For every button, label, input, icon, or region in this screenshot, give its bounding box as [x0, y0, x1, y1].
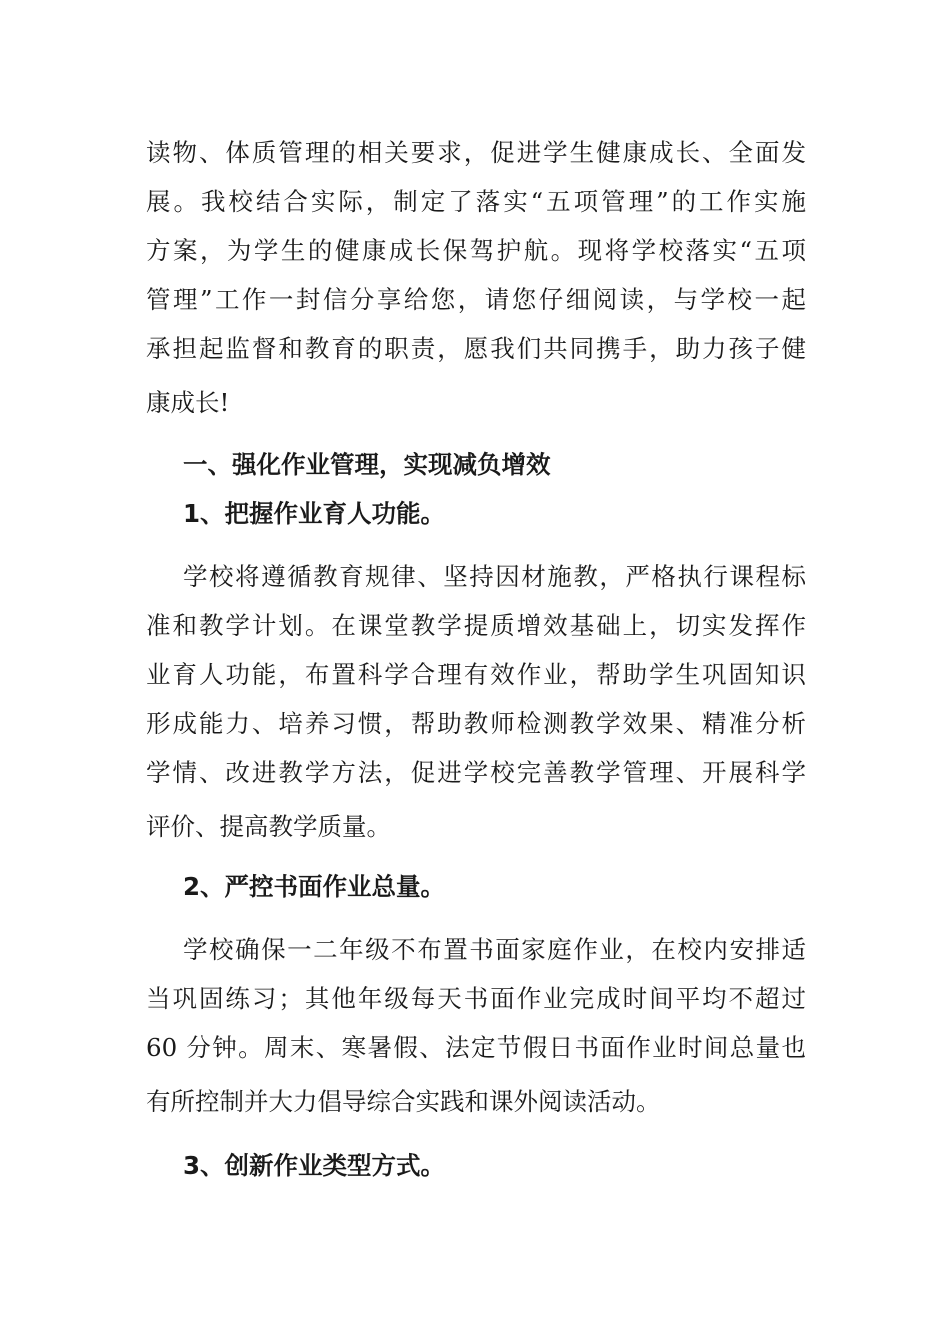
item-2-line-3: 60 分钟。周末、寒暑假、法定节假日书面作业时间总量也 [146, 1033, 806, 1062]
intro-line-3: 方案，为学生的健康成长保驾护航。现将学校落实“五项 [146, 236, 806, 265]
intro-line-1: 读物、体质管理的相关要求，促进学生健康成长、全面发 [146, 138, 806, 167]
intro-line-2: 展。我校结合实际，制定了落实“五项管理”的工作实施 [146, 187, 806, 216]
item-3-heading: 3、创新作业类型方式。 [183, 1151, 446, 1180]
item-2-line-4: 有所控制并大力倡导综合实践和课外阅读活动。 [146, 1087, 661, 1116]
intro-line-6: 康成长! [146, 388, 230, 417]
item-1-line-5: 学情、改进教学方法，促进学校完善教学管理、开展科学 [146, 758, 806, 787]
item-2-line-2: 当巩固练习；其他年级每天书面作业完成时间平均不超过 [146, 984, 806, 1013]
intro-line-5: 承担起监督和教育的职责，愿我们共同携手，助力孩子健 [146, 334, 806, 363]
item-1-line-3: 业育人功能，布置科学合理有效作业，帮助学生巩固知识 [146, 660, 806, 689]
item-2-heading: 2、严控书面作业总量。 [183, 872, 446, 901]
item-1-line-1: 学校将遵循教育规律、坚持因材施教，严格执行课程标 [183, 562, 806, 591]
item-1-line-6: 评价、提高教学质量。 [146, 812, 391, 841]
intro-line-4: 管理”工作一封信分享给您，请您仔细阅读，与学校一起 [146, 285, 806, 314]
item-1-line-4: 形成能力、培养习惯，帮助教师检测教学效果、精准分析 [146, 709, 806, 738]
section-heading: 一、强化作业管理，实现减负增效 [183, 450, 551, 479]
item-1-line-2: 准和教学计划。在课堂教学提质增效基础上，切实发挥作 [146, 611, 806, 640]
item-2-line-1: 学校确保一二年级不布置书面家庭作业，在校内安排适 [183, 935, 806, 964]
item-1-heading: 1、把握作业育人功能。 [183, 499, 446, 528]
